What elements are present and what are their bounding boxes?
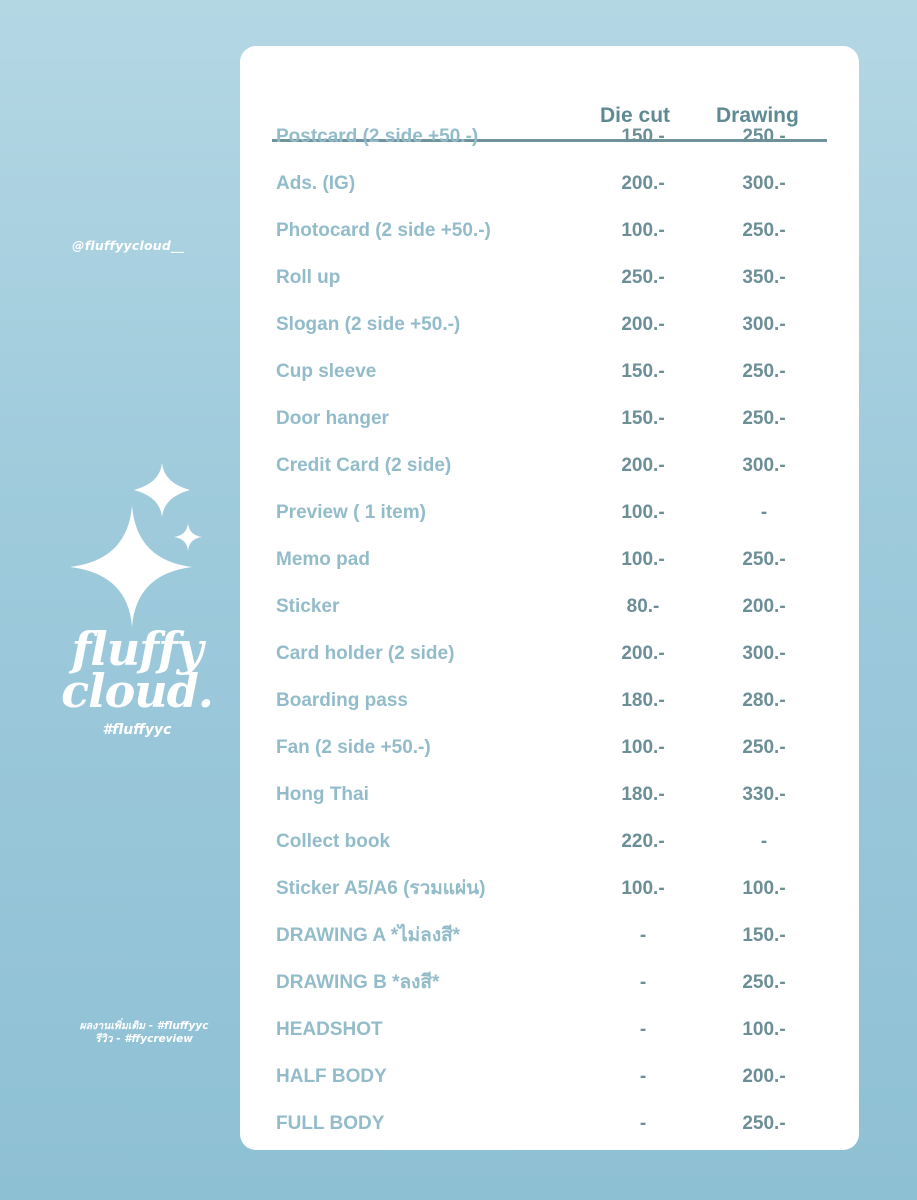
sparkle-small-icon [174, 523, 202, 551]
item-name: Sticker [276, 596, 340, 617]
drawing-price: 300.- [742, 643, 786, 664]
column-header-drawing: Drawing [716, 104, 799, 127]
table-row [240, 592, 859, 622]
table-row [240, 827, 859, 857]
item-name: HEADSHOT [276, 1019, 383, 1040]
drawing-price: 250.- [742, 126, 786, 147]
table-row [240, 122, 859, 152]
drawing-price: - [760, 502, 768, 523]
column-header-die-cut: Die cut [600, 104, 671, 127]
table-row [240, 169, 859, 199]
table-row [240, 451, 859, 481]
item-name: Sticker A5/A6 (รวมแผ่น) [276, 878, 486, 899]
drawing-price: 100.- [742, 878, 786, 899]
table-row [240, 686, 859, 716]
die-cut-price: 200.- [621, 173, 665, 194]
drawing-price: 200.- [742, 596, 786, 617]
die-cut-price: 100.- [621, 502, 665, 523]
die-cut-price: 180.- [621, 784, 665, 805]
drawing-price: 250.- [742, 737, 786, 758]
drawing-price: 300.- [742, 314, 786, 335]
item-name: Credit Card (2 side) [276, 455, 452, 476]
sparkle-medium-icon [134, 463, 190, 517]
die-cut-price: - [639, 925, 647, 946]
die-cut-price: 150.- [621, 126, 665, 147]
die-cut-price: - [639, 972, 647, 993]
item-name: FULL BODY [276, 1113, 385, 1134]
die-cut-price: 200.- [621, 455, 665, 476]
item-name: Hong Thai [276, 784, 369, 805]
table-row [240, 780, 859, 810]
table-row [240, 733, 859, 763]
item-name: Postcard (2 side +50.-) [276, 126, 479, 147]
die-cut-price: 100.- [621, 878, 665, 899]
table-row [240, 216, 859, 246]
logo-hashtag: #fluffyyc [102, 722, 172, 738]
table-row [240, 498, 859, 528]
drawing-price: 350.- [742, 267, 786, 288]
die-cut-price: 150.- [621, 361, 665, 382]
die-cut-price: 200.- [621, 314, 665, 335]
logo-line-1: fluffy [71, 622, 203, 676]
die-cut-price: - [639, 1019, 647, 1040]
item-name: Cup sleeve [276, 361, 377, 382]
drawing-price: 250.- [742, 408, 786, 429]
footer-line-1: ผลงานเพิ่มเติม - #fluffyyc [79, 1020, 209, 1032]
table-row [240, 1062, 859, 1092]
die-cut-price: 150.- [621, 408, 665, 429]
item-name: DRAWING B *ลงสี* [276, 972, 440, 993]
sparkle-large-icon [70, 505, 192, 627]
table-row [240, 404, 859, 434]
footer-note [54, 1020, 234, 1046]
table-row [240, 263, 859, 293]
die-cut-price: 250.- [621, 267, 665, 288]
die-cut-price: 100.- [621, 549, 665, 570]
die-cut-price: - [639, 1113, 647, 1134]
item-name: DRAWING A *ไม่ลงสี* [276, 925, 461, 946]
table-row [240, 357, 859, 387]
drawing-price: 280.- [742, 690, 786, 711]
table-row [240, 1109, 859, 1139]
drawing-price: 300.- [742, 173, 786, 194]
drawing-price: 150.- [742, 925, 786, 946]
item-name: Door hanger [276, 408, 389, 429]
die-cut-price: - [639, 1066, 647, 1087]
drawing-price: 250.- [742, 972, 786, 993]
item-name: Roll up [276, 267, 341, 288]
drawing-price: 330.- [742, 784, 786, 805]
price-card [240, 46, 859, 1150]
table-row [240, 968, 859, 998]
footer-line-2: รีวิว - #ffycreview [95, 1033, 193, 1045]
brand-logo [52, 622, 222, 738]
item-name: HALF BODY [276, 1066, 387, 1087]
item-name: Collect book [276, 831, 391, 852]
item-name: Boarding pass [276, 690, 408, 711]
drawing-price: 200.- [742, 1066, 786, 1087]
logo-line-2: cloud. [61, 664, 213, 718]
drawing-price: - [760, 831, 768, 852]
drawing-price: 250.- [742, 361, 786, 382]
drawing-price: 100.- [742, 1019, 786, 1040]
drawing-price: 250.- [742, 1113, 786, 1134]
table-row [240, 639, 859, 669]
item-name: Ads. (IG) [276, 173, 356, 194]
table-row [240, 874, 859, 904]
instagram-handle: @fluffyycloud__ [72, 238, 184, 253]
table-row [240, 310, 859, 340]
item-name: Memo pad [276, 549, 370, 570]
item-name: Photocard (2 side +50.-) [276, 220, 491, 241]
die-cut-price: 100.- [621, 737, 665, 758]
table-row [240, 545, 859, 575]
die-cut-price: 100.- [621, 220, 665, 241]
sparkles-decoration [60, 455, 220, 640]
item-name: Preview ( 1 item) [276, 502, 426, 523]
drawing-price: 250.- [742, 220, 786, 241]
item-name: Slogan (2 side +50.-) [276, 314, 461, 335]
drawing-price: 300.- [742, 455, 786, 476]
die-cut-price: 80.- [626, 596, 660, 617]
item-name: Card holder (2 side) [276, 643, 455, 664]
table-row [240, 921, 859, 951]
die-cut-price: 220.- [621, 831, 665, 852]
item-name: Fan (2 side +50.-) [276, 737, 431, 758]
die-cut-price: 200.- [621, 643, 665, 664]
die-cut-price: 180.- [621, 690, 665, 711]
drawing-price: 250.- [742, 549, 786, 570]
table-row [240, 1015, 859, 1045]
